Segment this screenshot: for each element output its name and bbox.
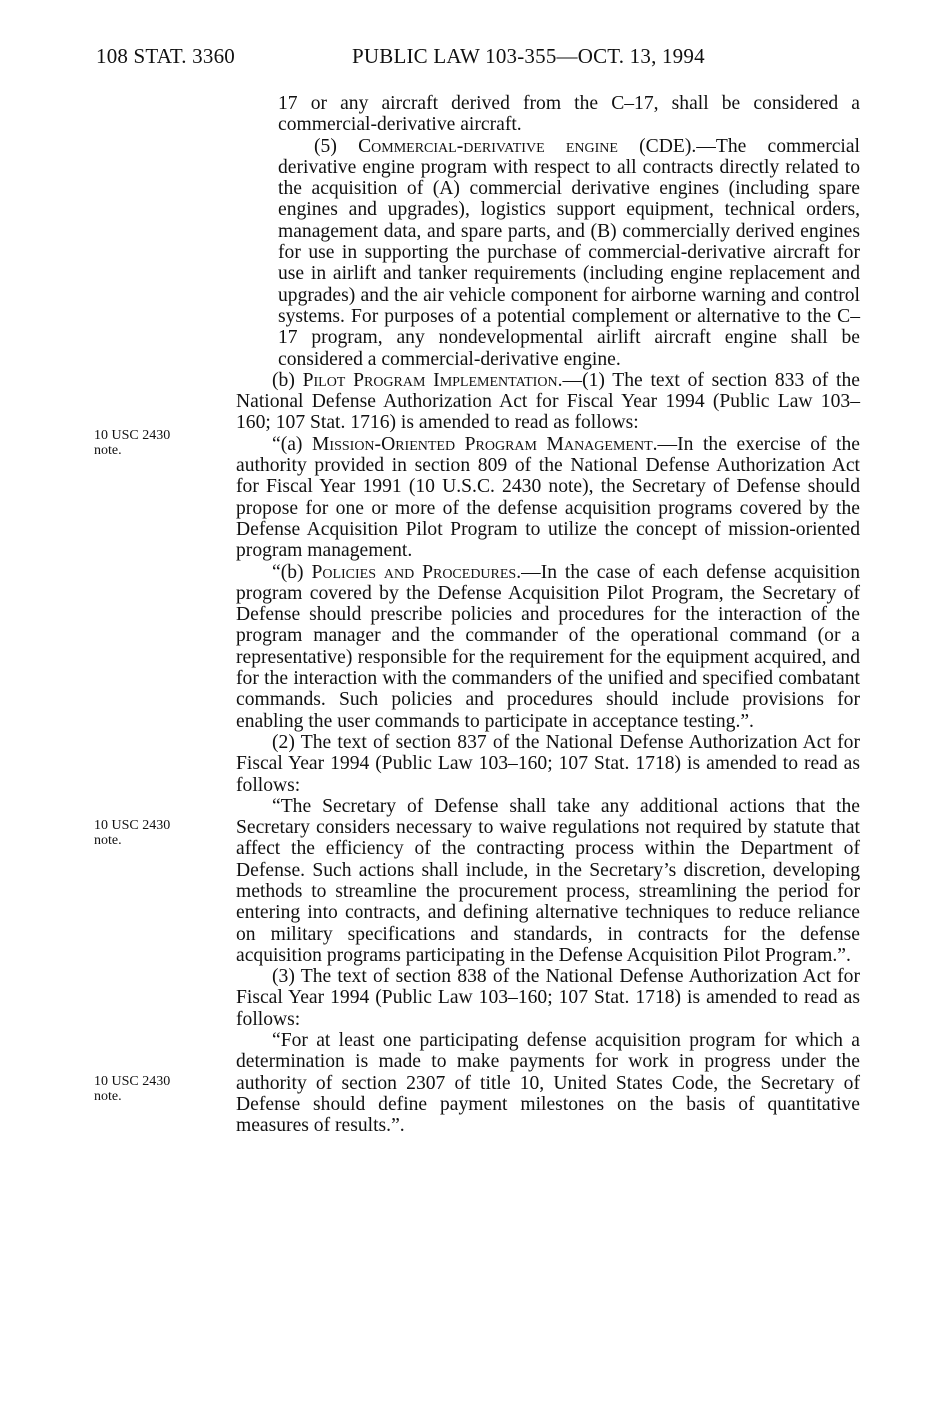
- margin-note-cite: 10 USC 2430: [94, 428, 171, 443]
- paragraph-text: —(1) The text of section 833 of the National Defense Authorization Act for Fiscal Year 1994 (Public Law 103–160; 107 Stat. 1716) is amended to read as follows:: [236, 369, 860, 434]
- margin-note-3: [94, 1074, 214, 1104]
- paragraph-3: (3) The text of section 838 of the National Defense Authorization Act for Fiscal Year 1994 (Public Law 103–160; 107 Stat. 1718) is amended to read as follows:: [236, 966, 860, 1030]
- paragraph-text: —In the case of each defense acquisition program covered by the Defense Acquisition Pilot Program, the Secretary of Defense should prescribe policies and procedures for the interaction of the program manager and the commander of the operational command (or a representative) responsible for the requirement for the equipment acquired, and for the interaction with the commanders of the unified and specified combatant commands. Such policies and procedures should include provisions for enabling the user commands to participate in acceptance testing.”.: [236, 561, 861, 732]
- margin-note-cite: 10 USC 2430: [94, 818, 171, 833]
- quoted-paragraph-b: [236, 562, 860, 732]
- quoted-text-section-837: “The Secretary of Defense shall take any additional actions that the Secretary considers necessary to waive regulations not required by statute that affect the efficiency of the contracting process within the Department of Defense. Such actions shall include, in the Secretary’s discretion, developing methods to streamline the procurement process, streamlining the period for entering into contracts, and defining alternative techniques to reduce reliance on military specifications and standards, in contracts for the defense acquisition programs participating in the Defense Acquisition Pilot Program.”.: [236, 795, 860, 966]
- page-reference: 108 STAT. 3360: [96, 44, 235, 68]
- law-title: PUBLIC LAW 103-355—OCT. 13, 1994: [352, 44, 705, 68]
- paragraph-heading: Policies and Procedures.: [311, 561, 522, 583]
- quoted-paragraph-a: [236, 434, 860, 562]
- running-header: [96, 44, 856, 74]
- paragraph-text: —The commercial derivative engine program with respect to all contracts directly related to the acquisition of (A) commercial derivative engines (including spare engines and upgrades), logistics support equipment, technical orders, management data, and spare parts, and (B) commercially derived engines for use in supporting the purchase of commercial-derivative aircraft for use in airlift and tanker requirements (including engine replacement and upgrades) and the air vehicle component for airborne warning and control systems. For purposes of a potential complement or alternative to the C–17 program, any nondevelopmental airlift aircraft engine shall be considered a commercial-derivative engine.: [278, 135, 861, 370]
- margin-note-2: [94, 818, 214, 848]
- quoted-text-section-838: “For at least one participating defense acquisition program for which a determination is made to make payments for work in progress under the authority of section 2307 of title 10, United States Code, the Secretary of Defense should define payment milestones on the basis of quantitative measures of results.”.: [236, 1030, 860, 1137]
- paragraph-heading: Pilot Program Implementation.: [302, 369, 563, 391]
- margin-note-label: note.: [94, 1089, 122, 1104]
- body-text-column: [236, 93, 860, 1137]
- margin-note-1: [94, 428, 214, 458]
- paragraph-text: —In the exercise of the authority provided in section 809 of the National Defense Authorization Act for Fiscal Year 1991 (10 U.S.C. 2430 note), the Secretary of Defense should propose for one or more of the defense acquisition programs covered by the Defense Acquisition Pilot Program to utilize the concept of mission-oriented program management.: [236, 433, 860, 562]
- margin-note-cite: 10 USC 2430: [94, 1074, 171, 1089]
- paragraph-5: [236, 136, 860, 370]
- paragraph-number: (b): [272, 369, 303, 391]
- margin-note-label: note.: [94, 443, 122, 458]
- paragraph-heading: Mission-Oriented Program Management.: [312, 433, 658, 455]
- paragraph-2: (2) The text of section 837 of the National Defense Authorization Act for Fiscal Year 1994 (Public Law 103–160; 107 Stat. 1718) is amended to read as follows:: [236, 731, 860, 796]
- paragraph-b: [236, 370, 860, 434]
- paragraph-number: “(a): [272, 433, 312, 455]
- paragraph-heading: Commercial-derivative engine (CDE).: [358, 135, 697, 157]
- paragraph-number: “(b): [272, 561, 312, 583]
- paragraph-number: (5): [314, 135, 359, 157]
- margin-note-label: note.: [94, 833, 122, 848]
- paragraph-continuation: 17 or any aircraft derived from the C–17, shall be considered a commercial-derivative aircraft.: [278, 93, 860, 136]
